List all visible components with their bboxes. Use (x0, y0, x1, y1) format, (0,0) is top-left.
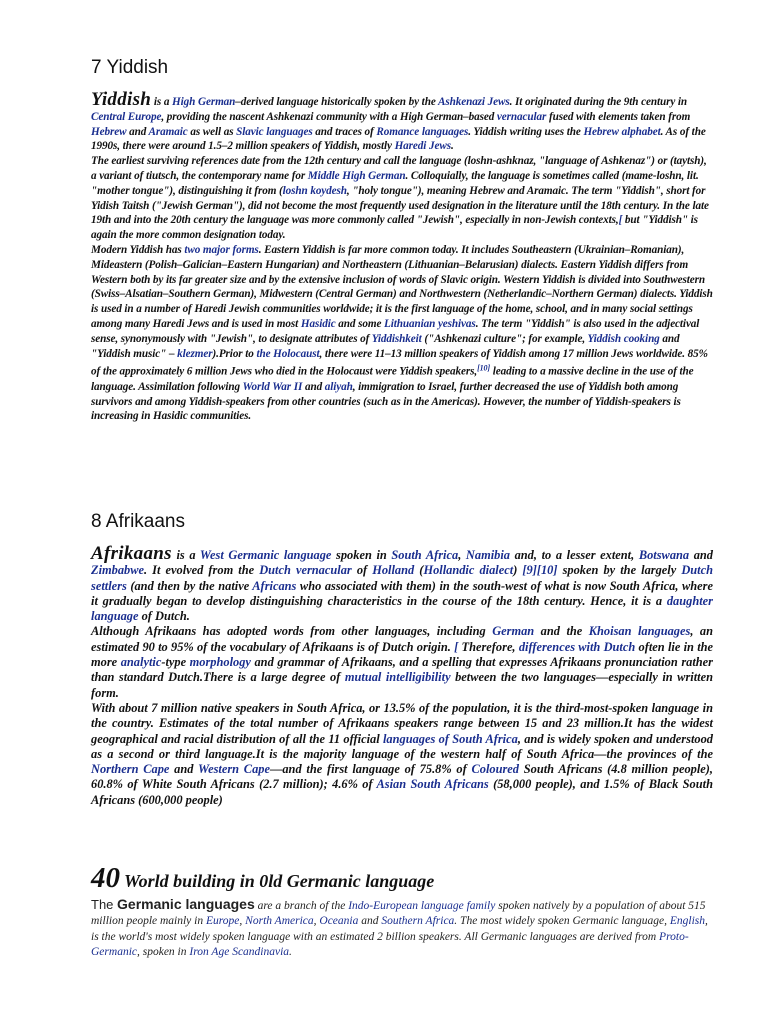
germanic-paragraph-1 (91, 897, 713, 961)
link-german[interactable]: German (492, 624, 535, 639)
chapter-heading (91, 862, 434, 895)
link-klezmer[interactable]: klezmer (177, 347, 213, 360)
link-middle-high-german[interactable]: Middle High German (307, 169, 406, 182)
text: , is the world's most widely spoken language with an estimated 2 billion speakers. All Germanic languages are derived from (91, 915, 708, 943)
text: Modern Yiddish has (91, 243, 185, 256)
text: . As of the 1990s, there were around 1.5–2 million speakers of Yiddish, mostly (91, 125, 706, 153)
text: is a (151, 96, 173, 108)
citation-link[interactable]: [9][10] (522, 563, 558, 578)
yiddish-paragraph-3 (91, 243, 713, 424)
text: The earliest surviving references date from the 12th century and call the language (loshn-ashknaz, "language of Ashkenaz") or (taytsh), a variant of tiutsch, the contemporary name for (91, 155, 707, 182)
text: and (169, 762, 198, 777)
link-daughter-language[interactable]: daughter language (91, 593, 713, 624)
link-aliyah[interactable]: aliyah (324, 380, 353, 393)
link-morphology[interactable]: morphology (189, 655, 251, 670)
text: The (91, 897, 118, 912)
citation-link[interactable] (477, 363, 491, 378)
text: spoken by the largely (557, 563, 682, 578)
link-iron-age-scandinavia[interactable]: Iron Age Scandinavia (189, 946, 290, 959)
afrikaans-paragraph-2 (91, 624, 713, 700)
text: . Colloquially, the language is sometimes called (mame-loshn, lit. "mother tongue"), distinguishing it from ( (91, 169, 699, 197)
link-central-europe[interactable]: Central Europe (91, 110, 162, 123)
link-north-america[interactable]: North America (245, 915, 314, 928)
link-dutch-vernacular[interactable]: Dutch vernacular (259, 563, 352, 578)
text: (and then by the native (126, 578, 253, 593)
text: and grammar of Afrikaans, and a spelling that expresses Afrikaans pronunciation rather than standard Dutch.There is a large degree of (91, 655, 713, 685)
text: . It originated during the 9th century in (509, 96, 688, 108)
link-yiddishkeit[interactable]: Yiddishkeit (371, 332, 422, 345)
link-africans[interactable]: Africans (252, 578, 297, 593)
text: spoken natively by a population of about 515 million people mainly in (91, 900, 706, 928)
text: South Africans (4.8 million people), 60.8% of White South Africans (2.7 million); 4.6% of (91, 762, 714, 792)
text: , providing the nascent Ashkenazi community with a High German–based (161, 110, 497, 123)
text: , (458, 548, 466, 562)
text: (58,000 people), and 1.5% of Black South Africans (600,000 people) (91, 777, 713, 807)
text: is a (171, 548, 200, 562)
section-heading-afrikaans: 8 Afrikaans (91, 511, 185, 532)
text: With about 7 million native speakers in South Africa, or 13.5% of the population, it is the third-most-spoken language in the country. Estimates of the total number of Afrikaans speakers range between 15 and 23 million.It has the widest geographical and racial distribution of all the 11 official (91, 700, 713, 746)
link-analytic[interactable]: analytic (120, 655, 162, 670)
text: between the two languages—especially in written form. (91, 670, 713, 700)
text: ).Prior to (212, 347, 257, 360)
text: and (358, 915, 382, 928)
text: of Dutch. (138, 609, 190, 624)
link-hollandic-dialect[interactable]: Hollandic dialect (423, 563, 514, 578)
text: , (239, 915, 246, 928)
text: ("Ashkenazi culture"; for example, (421, 332, 588, 345)
link-khoisan-languages[interactable]: Khoisan languages (588, 624, 691, 639)
link-zimbabwe[interactable]: Zimbabwe (91, 563, 144, 578)
germanic-section-body (91, 897, 713, 961)
link-high-german[interactable]: High German (172, 96, 236, 108)
link-slavic-languages[interactable]: Slavic languages (236, 125, 313, 138)
link-romance-languages[interactable]: Romance languages (376, 125, 469, 138)
link-the-holocaust[interactable]: the Holocaust (256, 347, 320, 360)
link-world-war-ii[interactable]: World War II (242, 380, 303, 393)
yiddish-paragraph-2 (91, 154, 713, 243)
text: , "holy tongue"), meaning Hebrew and Aramaic. The term "Yiddish", short for Yidish Taitsh ("Jewish German"), did not become the most frequently used designation in the literature until the 18th century. In the late 19th and into the 20th century the language was more commonly called "Jewish", especially in non-Jewish contexts, (91, 184, 709, 227)
link-hasidic[interactable]: Hasidic (300, 317, 336, 330)
term-germanic-languages: Germanic languages (117, 896, 255, 912)
text: . It evolved from the (144, 563, 260, 578)
text: and (689, 548, 713, 562)
text: and (126, 125, 149, 138)
yiddish-section-body (91, 89, 713, 424)
text: . (450, 140, 454, 153)
text: Although Afrikaans has adopted words from other languages, including (91, 624, 493, 639)
citation-number: [10] (477, 363, 491, 373)
term-yiddish: Yiddish (91, 89, 152, 110)
text: Therefore, (458, 639, 519, 654)
link-yiddish-cooking[interactable]: Yiddish cooking (587, 332, 660, 345)
link-namibia[interactable]: Namibia (465, 548, 510, 562)
text: but "Yiddish" is again the more common designation today. (91, 214, 698, 242)
text: as well as (187, 125, 237, 138)
term-afrikaans: Afrikaans (91, 543, 172, 564)
text: , there were 11–13 million speakers of Yiddish among 17 million Jews worldwide. 85% of the approximately 6 million Jews who died in the Holocaust were Yiddish speakers, (91, 347, 708, 379)
text: and traces of (312, 125, 377, 138)
link-coloured[interactable]: Coloured (471, 762, 520, 777)
text: of (351, 563, 373, 578)
text: ) (513, 563, 523, 578)
citation-link[interactable]: [ (618, 214, 623, 227)
text: , and is widely spoken and understood as a second or third language.It is the majority language of the western half of South Africa—the provinces of the (91, 731, 713, 761)
text: fused with elements taken from (546, 110, 691, 123)
text: spoken in (331, 548, 392, 562)
link-western-cape[interactable]: Western Cape (197, 762, 270, 777)
link-botswana[interactable]: Botswana (638, 548, 690, 562)
link-hebrew[interactable]: Hebrew (91, 125, 127, 138)
link-two-major-forms[interactable]: two major forms (184, 243, 259, 256)
text: . Eastern Yiddish is far more common today. It includes Southeastern (Ukrainian–Romanian), Mideastern (Polish–Galician–Eastern Hungarian) and Northeastern (Lithuanian–Belarusian) dialects. Eastern Yiddish differs from Western both by its far greater size and by the extensive inclusion of words of Slavic origin. Western Yiddish is divided into Southwestern (Swiss–Alsatian–Southern German), Midwestern (Central German) and Northwestern (Netherlandic–Northern German) dialects. Yiddish is used in a number of Haredi Jewish communities worldwide; it is the first language of the home, school, and in many social settings among many Haredi Jews and is used in most (91, 243, 713, 330)
text: and the (534, 624, 589, 639)
yiddish-paragraph-1 (91, 89, 713, 154)
text: . The term "Yiddish" is also used in the adjectival sense, synonymously with "Jewish", to designate attributes of (91, 317, 700, 345)
citation-link[interactable]: [ (454, 639, 459, 654)
link-mutual-intelligibility[interactable]: mutual intelligibility (344, 670, 451, 685)
link-lithuanian-yeshivas[interactable]: Lithuanian yeshivas (384, 317, 476, 330)
link-vernacular[interactable]: vernacular (496, 110, 547, 123)
text: , immigration to Israel, further decreased the use of Yiddish both among survivors and among Yiddish-speakers from other countries (such as in the Americas). However, the number of Yiddish-speakers is increasing in Hasidic communities. (91, 380, 681, 423)
link-dutch-settlers[interactable]: Dutch settlers (91, 563, 714, 593)
link-south-africa[interactable]: South Africa (391, 548, 459, 562)
text: are a branch of the (254, 900, 349, 912)
link-holland[interactable]: Holland (372, 563, 415, 578)
text: —and the first language of 75.8% of (269, 762, 472, 777)
link-loshn-koydesh[interactable]: loshn koydesh (282, 184, 347, 197)
chapter-title: World building in 0ld Germanic language (124, 871, 435, 891)
text: and "Yiddish music" – (91, 332, 680, 360)
afrikaans-paragraph-3 (91, 701, 713, 808)
text: and some (335, 317, 385, 330)
text: –derived language historically spoken by the (235, 96, 438, 108)
text: . Yiddish writing uses the (468, 125, 584, 138)
text: ( (414, 563, 424, 578)
text: leading to a massive decline in the use of the language. Assimilation following (91, 366, 694, 393)
text: often lie in the more (91, 639, 714, 670)
link-aramaic[interactable]: Aramaic (148, 125, 188, 138)
link-languages-of-south-africa[interactable]: languages of South Africa (382, 731, 518, 746)
text: who associated with them) in the south-west of what is now South Africa, where it gradually began to develop distinguishing characteristics in the course of the 18th century. Hence, it is a (91, 578, 713, 608)
link-indo-european-language-family[interactable]: Indo-European language family (348, 900, 496, 912)
link-hebrew-alphabet[interactable]: Hebrew alphabet (583, 125, 661, 138)
link-southern-africa[interactable]: Southern Africa (381, 915, 455, 928)
afrikaans-section-body (91, 543, 714, 808)
text: , (313, 915, 320, 928)
section-heading-yiddish: 7 Yiddish (91, 57, 169, 78)
text: and (302, 380, 325, 393)
link-oceania[interactable]: Oceania (319, 915, 359, 928)
text: , an estimated 90 to 95% of the vocabulary of Afrikaans is of Dutch origin. (91, 624, 713, 654)
link-asian-south-africans[interactable]: Asian South Africans (376, 777, 489, 792)
text: , spoken in (137, 946, 190, 959)
link-differences-with-dutch[interactable]: differences with Dutch (518, 639, 636, 654)
link-english[interactable]: English (669, 915, 706, 928)
link-west-germanic-language[interactable]: West Germanic language (199, 548, 332, 562)
link-northern-cape[interactable]: Northern Cape (91, 762, 170, 777)
link-europe[interactable]: Europe (205, 915, 240, 928)
text: -type (161, 655, 190, 670)
text: . (289, 946, 292, 959)
link-haredi-jews[interactable]: Haredi Jews (394, 140, 451, 153)
link-proto-germanic[interactable]: Proto-Germanic (91, 930, 689, 959)
text: and, to a lesser extent, (509, 548, 639, 562)
link-ashkenazi-jews[interactable]: Ashkenazi Jews (437, 96, 510, 108)
afrikaans-paragraph-1 (91, 543, 714, 624)
text: . The most widely spoken Germanic language, (454, 915, 670, 928)
chapter-number: 40 (91, 862, 120, 894)
